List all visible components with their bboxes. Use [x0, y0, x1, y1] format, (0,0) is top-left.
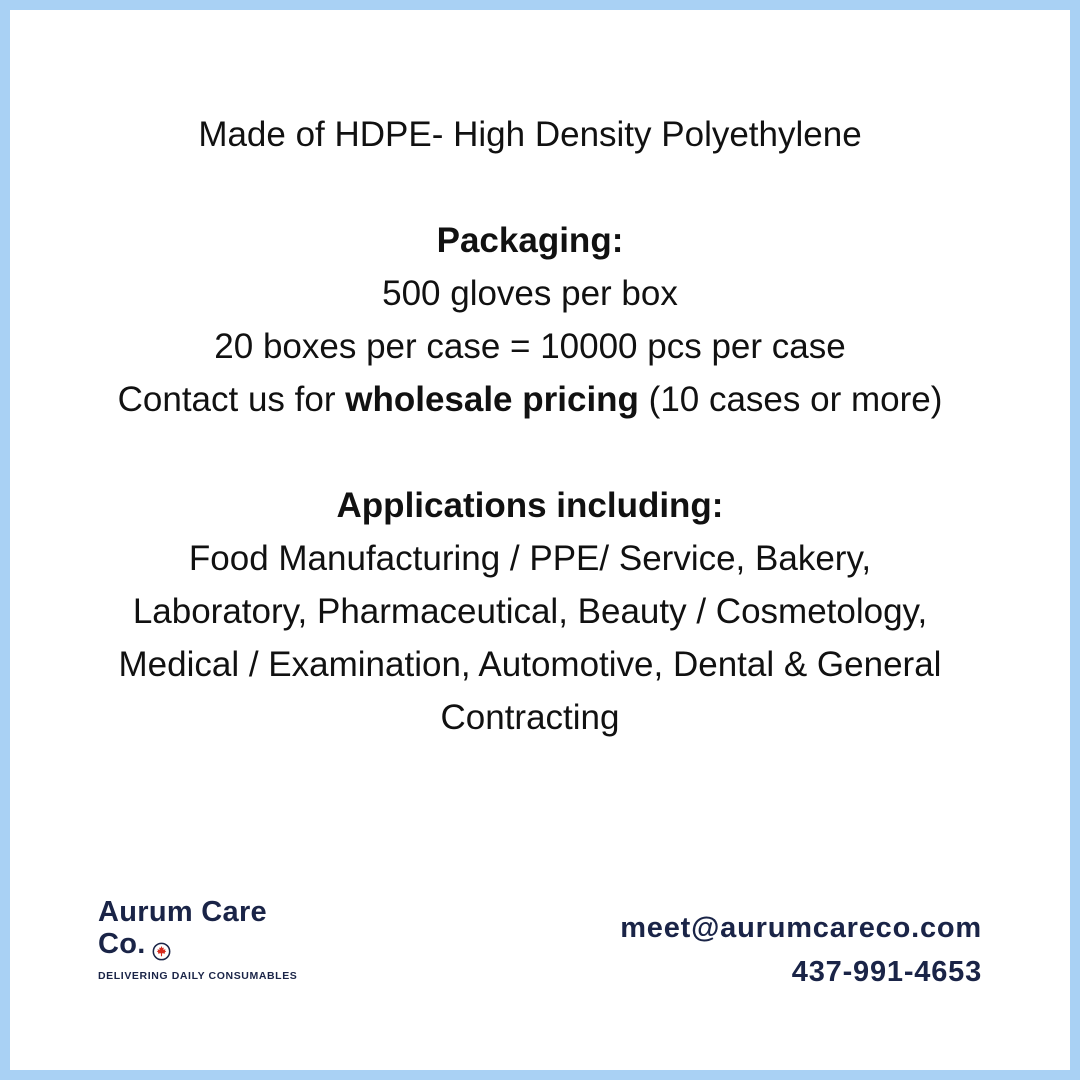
contact-info — [620, 906, 982, 994]
brand-tagline: DELIVERING DAILY CONSUMABLES — [98, 970, 298, 982]
maple-leaf-icon — [152, 936, 171, 955]
brand-name — [98, 896, 297, 960]
applications-heading: Applications including: — [336, 486, 724, 525]
applications-line-2: Laboratory, Pharmaceutical, Beauty / Cosmetology, — [132, 592, 928, 631]
applications-line-3: Medical / Examination, Automotive, Dental & General — [118, 645, 942, 684]
brand-name-line-2: Co. — [98, 928, 146, 960]
brand-name-line-2-row — [98, 928, 297, 960]
spacer — [0, 161, 1070, 214]
material-line: Made of HDPE- High Density Polyethylene — [198, 115, 862, 154]
applications-line-4: Contracting — [440, 698, 620, 737]
packaging-line-2: 20 boxes per case = 10000 pcs per case — [214, 327, 846, 366]
brand-logo — [98, 896, 297, 982]
packaging-line-1: 500 gloves per box — [382, 274, 678, 313]
phone-number[interactable]: 437-991-4653 — [791, 956, 982, 988]
brand-name-line-1: Aurum Care — [98, 896, 267, 928]
wholesale-line — [0, 373, 1070, 426]
email-address[interactable]: meet@aurumcareco.com — [620, 912, 982, 944]
packaging-heading: Packaging: — [436, 221, 624, 260]
spacer — [0, 426, 1070, 479]
wholesale-suffix: (10 cases or more) — [638, 380, 943, 419]
applications-line-1: Food Manufacturing / PPE/ Service, Bakery, — [188, 539, 872, 578]
main-text — [0, 108, 1070, 744]
wholesale-emphasis: wholesale pricing — [345, 380, 639, 419]
wholesale-prefix: Contact us for — [117, 380, 346, 419]
